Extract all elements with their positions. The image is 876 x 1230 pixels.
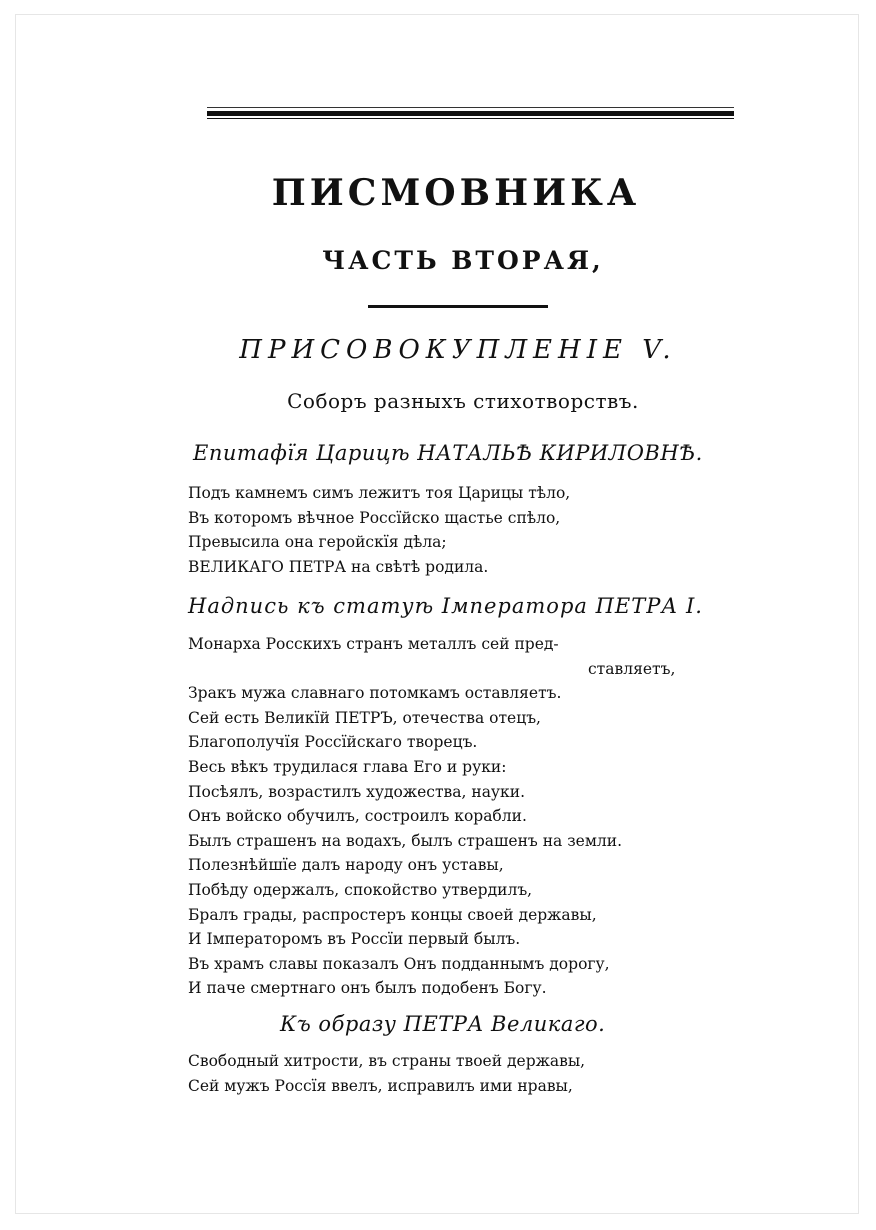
verse-line: Въ храмъ славы показалъ Онъ подданнымъ дорогу,	[188, 954, 610, 973]
divider-rule	[368, 305, 548, 308]
verse-line: Побѣду одержалъ, спокойство утвердилъ,	[188, 880, 533, 899]
poem-portrait	[188, 1049, 585, 1098]
verse-line: Монарха Росскихъ странъ металлъ сей пред-	[188, 635, 559, 653]
verse-line: ВЕЛИКАГО ПЕТРА на свѣтѣ родила.	[188, 557, 489, 576]
verse-line: И паче смертнаго онъ былъ подобенъ Богу.	[188, 979, 547, 998]
verse-line: Сей есть Великїй ПЕТРЪ, отечества отецъ,	[188, 708, 541, 727]
poem-heading-statue: Надпись къ статуѣ Iмператора ПЕТРА I.	[188, 594, 703, 618]
poem-epitaph	[188, 481, 570, 579]
collection-subtitle: Соборъ разныхъ стихотворствъ.	[287, 389, 639, 413]
poem-statue	[188, 632, 675, 1001]
verse-line: Сей мужъ Россїя ввелъ, исправилъ ими нравы,	[188, 1076, 573, 1095]
top-ornamental-rule	[207, 111, 734, 119]
verse-line: Свободный хитрости, въ страны твоей державы,	[188, 1052, 586, 1070]
verse-line: Благополучїя Россїйскаго творецъ.	[188, 733, 478, 752]
poem-heading-portrait: Къ образу ПЕТРА Великаго.	[280, 1012, 606, 1036]
verse-line: Онъ войско обучилъ, состроилъ корабли.	[188, 807, 527, 826]
verse-line: Подъ камнемъ симъ лежитъ тоя Царицы тѣло,	[188, 484, 571, 502]
verse-line: Полезнѣйшїе далъ народу онъ уставы,	[188, 856, 504, 875]
poem-heading-epitaph: Епитафїя Царицѣ НАТАЛЬѢ КИРИЛОВНѢ.	[193, 441, 703, 465]
verse-line: Зракъ мужа славнаго потомкамъ оставляетъ.	[188, 684, 562, 703]
verse-line: Былъ страшенъ на водахъ, былъ страшенъ на земли.	[188, 831, 622, 850]
verse-line: Бралъ грады, распростеръ концы своей державы,	[188, 905, 597, 924]
verse-line: Посѣялъ, возрастилъ художества, науки.	[188, 782, 525, 801]
verse-line: Весь вѣкъ трудилася глава Его и руки:	[188, 757, 507, 776]
verse-line: Превысила она геройскїя дѣла;	[188, 533, 447, 552]
book-title: ПИСМОВНИКА	[271, 172, 641, 214]
verse-line: Въ которомъ вѣчное Россїйско щастье спѣло,	[188, 508, 561, 527]
verse-line: И Iмператоромъ въ Россїи первый былъ.	[188, 930, 521, 949]
part-title: ЧАСТЬ ВТОРАЯ,	[322, 246, 604, 275]
verse-line: ставляетъ,	[588, 659, 676, 678]
appendix-title: ПРИСОВОКУПЛЕНIЕ V.	[239, 335, 677, 365]
